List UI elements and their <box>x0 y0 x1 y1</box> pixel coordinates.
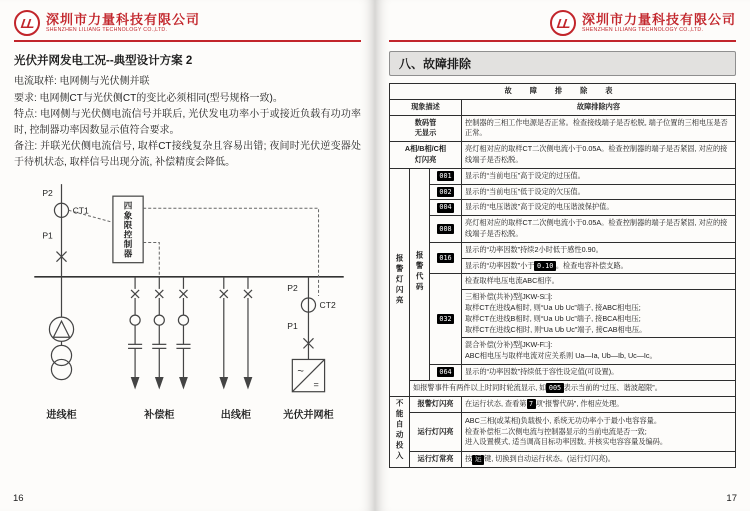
remedy-text: 显示的“功率因数”小于 0.10 。检查电容补偿支路。 <box>462 258 736 274</box>
phenomenon-no-auto-switch: 不能自动投入 <box>390 396 410 468</box>
remedy-text-block: 三相补偿(共补)型[JKW-S□]: 取样CT在进线A相时, 则“Ua Ub Uc”端子, 接ABC相电压; 取样CT在进线B相时, 则“Ua Ub Uc”端子, 接BCA相电压; 取样CT在进线C相时, 则“Ua Ub Uc”端子, 接CAB相电压。 <box>462 290 736 338</box>
cabinet-label-outgoing: 出线柜 <box>220 409 252 421</box>
inverter-ac-symbol: ~ <box>297 365 304 378</box>
value-display-badge: 0.10 <box>534 261 555 271</box>
remedy-text: 在运行状态, 查看第 7 项“报警代码”, 作相应处理。 <box>462 396 736 412</box>
column-header-content: 故障排除内容 <box>462 99 736 115</box>
cap-branch <box>152 277 166 388</box>
remedy-text: 显示的“功率因数”持续低于容性设定值(可设置)。 <box>462 364 736 380</box>
remedy-text-block: ABC三相(或某相)负载极小, 系统无功功率小于最小电容容量。 检查补偿柜二次侧电流与控制器显示的当前电流是否一致; 进入设置模式, 适当调高目标功率因数, 并核实电容容量及编码。 <box>462 412 736 451</box>
table-row <box>390 242 736 258</box>
page-number-right: 17 <box>726 493 737 504</box>
table-title: 故 障 排 除 表 <box>390 84 736 100</box>
troubleshooting-table <box>389 83 736 468</box>
ct1-label: CT1 <box>72 205 89 216</box>
code-cell <box>430 364 462 380</box>
alarm-code-badge: 002 <box>437 187 454 197</box>
sub-state-run-flash: 运行灯闪亮 <box>410 412 462 451</box>
company-name-block <box>46 13 200 34</box>
cabinet-label-incoming: 进线柜 <box>46 409 77 421</box>
remedy-text: 显示的“当前电压”高于设定的过压值。 <box>462 168 736 184</box>
value-display-badge: 005 <box>546 383 563 393</box>
logo-text: LL <box>19 15 34 31</box>
logo-text: LL <box>555 15 570 31</box>
section-title: 八、故障排除 <box>389 51 736 76</box>
table-row <box>390 451 736 467</box>
remedy-text: 按 运 键, 切换到自动运行状态。(运行灯闪亮)。 <box>462 451 736 467</box>
code-cell <box>430 274 462 365</box>
table-row <box>390 396 736 412</box>
page-number-left: 16 <box>13 493 24 504</box>
table-row <box>390 142 736 169</box>
paragraph-feature: 特点: 电网侧与光伏侧电流信号并联后, 光伏发电功率小于或接近负载有功功率时, 控制器功率因数显示值符合要求。 <box>14 109 361 136</box>
table-title-row <box>390 84 736 100</box>
sub-state-run-steady: 运行灯常亮 <box>410 451 462 467</box>
remedy-text: 显示的“当前电压”低于设定的欠压值。 <box>462 184 736 200</box>
alarm-code-badge: 004 <box>437 203 454 213</box>
cap-branch <box>176 277 190 388</box>
phenomenon-alarm-lamp: 报警灯闪亮 <box>390 168 410 396</box>
company-name-cn: 深圳市力量科技有限公司 <box>581 11 736 27</box>
alarm-code-badge: 032 <box>437 314 454 324</box>
alarm-code-badge: 001 <box>437 171 454 181</box>
alarm-code-badge: 064 <box>437 367 454 377</box>
table-row <box>390 364 736 380</box>
single-line-diagram <box>16 176 359 428</box>
page-header-right <box>389 8 736 42</box>
p1-left-label: P1 <box>42 230 53 241</box>
remedy-text: 检查取样电压电流ABC相序。 <box>462 274 736 290</box>
ct2-label: CT2 <box>319 300 336 311</box>
alarm-code-column-header: 报警代码 <box>410 168 430 380</box>
table-row <box>390 274 736 290</box>
remedy-text: 显示的“功率因数”持续2小时低于感性0.90。 <box>462 242 736 258</box>
remedy-text: 显示的“电压谐波”高于设定的电压谐波保护值。 <box>462 200 736 216</box>
code-cell <box>430 216 462 243</box>
compensation-branches <box>128 277 190 388</box>
p2-left-label: P2 <box>42 188 53 199</box>
alarm-code-badge: 016 <box>437 253 454 263</box>
company-name-en: SHENZHEN LILIANG TECHNOLOGY CO.,LTD. <box>46 27 168 34</box>
company-logo-icon <box>550 10 576 36</box>
remedy-text-block: 混合补偿(分补)型[JKW-F□]: ABC相电压与取样电流对应关系则 Ua—Ia, Ub—Ib, Uc—Ic。 <box>462 338 736 365</box>
table-header-row <box>390 99 736 115</box>
table-row <box>390 412 736 451</box>
table-row <box>390 168 736 184</box>
alarm-code-badge: 008 <box>437 224 454 234</box>
paragraph-requirement: 要求: 电网侧CT与光伏侧CT的变比必须相同(型号规格一致)。 <box>14 92 283 104</box>
cabinet-label-compensation: 补偿柜 <box>144 409 175 421</box>
company-name-cn: 深圳市力量科技有限公司 <box>46 11 201 27</box>
remedy-text: 亮灯相对应的取样CT二次侧电流小于0.05A。检查控制器的端子是否紧固, 对应的接线端子是否松脱。 <box>462 142 736 169</box>
code-cell <box>430 184 462 200</box>
scheme-title: 光伏并网发电工况--典型设计方案 2 <box>14 55 193 67</box>
p2-right-label: P2 <box>287 282 298 293</box>
p1-right-label: P1 <box>287 321 298 332</box>
phenomenon-digital-display: 数码管 无显示 <box>390 115 462 142</box>
remedy-text: 亮灯相对应的取样CT二次侧电流小于0.05A。检查控制器的端子是否紧固, 对应的接线端子是否松脱。 <box>462 216 736 243</box>
inverter-dc-symbol: = <box>313 379 319 390</box>
cap-branch <box>128 277 142 388</box>
paragraph-note: 备注: 并联光伏侧电流信号, 取样CT接线复杂且容易出错; 夜间时光伏逆变器处于待机状态, 取样信号出现分流, 补偿精度会降低。 <box>14 141 361 168</box>
run-key-badge: 运 <box>472 455 484 465</box>
company-name-block <box>582 13 736 34</box>
table-row <box>390 184 736 200</box>
remedy-text: 控制器的三相工作电源是否正常。检查接线端子是否松脱, 端子位置的三相电压是否正常。 <box>462 115 736 142</box>
table-row <box>390 115 736 142</box>
incoming-column <box>49 184 73 380</box>
code-cell <box>430 200 462 216</box>
alarm-note: 如报警事件有两件以上时同时轮流显示, 如 005 表示当前的“过压、谐波超限”。 <box>410 380 736 396</box>
company-logo-icon <box>14 10 40 36</box>
sub-state-alarm-flash: 报警灯闪亮 <box>410 396 462 412</box>
table-row <box>390 200 736 216</box>
page-header-left <box>14 8 361 42</box>
company-name-en: SHENZHEN LILIANG TECHNOLOGY CO.,LTD. <box>581 27 704 34</box>
phenomenon-phase-lamps: A相/B相/C相 灯闪亮 <box>390 142 462 169</box>
signal-wires <box>69 208 319 296</box>
table-row <box>390 216 736 243</box>
cabinet-label-pv: 光伏并网柜 <box>283 409 334 421</box>
feeder <box>244 277 252 388</box>
page-17 <box>375 0 750 511</box>
table-row <box>390 380 736 396</box>
code-cell <box>430 242 462 274</box>
column-header-phenomenon: 现象描述 <box>390 99 462 115</box>
paragraph-current-sampling: 电流取样: 电网侧与光伏侧并联 <box>14 76 150 87</box>
controller-label: 四象限控制器 <box>122 200 134 259</box>
code-cell <box>430 168 462 184</box>
feeder <box>220 277 228 388</box>
outgoing-feeders <box>220 277 252 388</box>
value-display-badge: 7 <box>527 399 536 409</box>
